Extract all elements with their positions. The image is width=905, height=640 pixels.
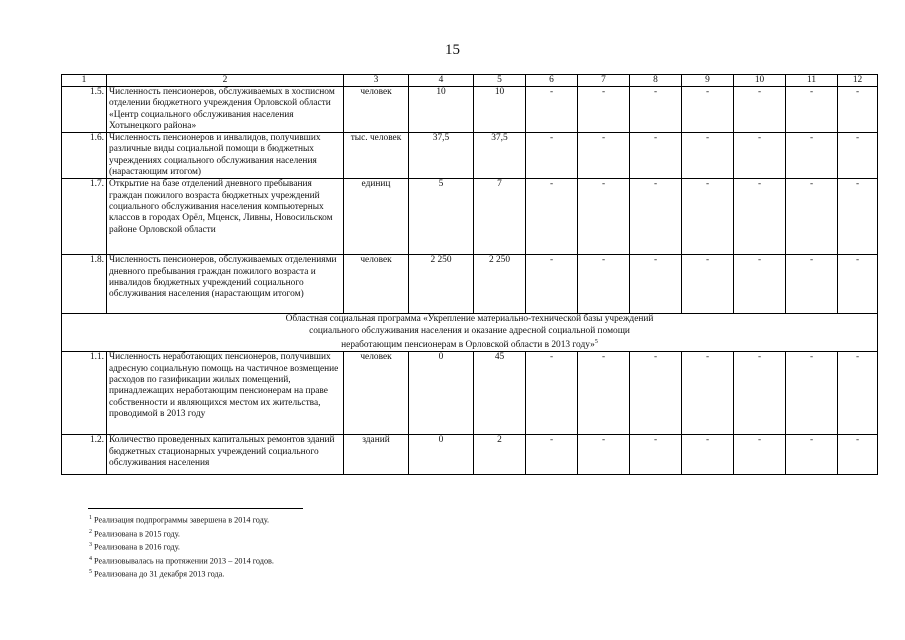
value-col-12: - <box>838 435 878 475</box>
table-row <box>62 133 878 179</box>
value-col-7: - <box>578 435 630 475</box>
col-header-5: 5 <box>474 75 526 87</box>
unit-of-measure: зданий <box>344 435 409 475</box>
value-col-8: - <box>630 133 682 179</box>
table-row <box>62 435 878 475</box>
value-col-7: - <box>578 87 630 133</box>
value-col-5: 10 <box>474 87 526 133</box>
section-title <box>62 314 878 352</box>
value-col-9: - <box>682 133 734 179</box>
footnote-line <box>89 567 274 581</box>
value-col-4: 37,5 <box>409 133 474 179</box>
row-number: 1.7. <box>62 179 107 255</box>
section-title-text <box>64 314 875 351</box>
value-col-8: - <box>630 179 682 255</box>
footnote-number: 4 <box>89 555 92 562</box>
row-number: 1.5. <box>62 87 107 133</box>
col-header-3: 3 <box>344 75 409 87</box>
value-col-7: - <box>578 179 630 255</box>
value-col-6: - <box>526 255 578 314</box>
value-col-10: - <box>734 255 786 314</box>
value-col-4: 5 <box>409 179 474 255</box>
table-row <box>62 179 878 255</box>
value-col-10: - <box>734 87 786 133</box>
row-number: 1.8. <box>62 255 107 314</box>
unit-of-measure: человек <box>344 87 409 133</box>
indicator-name: Численность пенсионеров, обслуживаемых в хосписном отделении бюджетного учреждения Орловской области «Центр социального обслуживания населения Хотынецкого района» <box>107 87 344 133</box>
value-col-9: - <box>682 255 734 314</box>
value-col-10: - <box>734 133 786 179</box>
row-number: 1.2. <box>62 435 107 475</box>
value-col-12: - <box>838 255 878 314</box>
footnote-mark: 5 <box>594 338 598 345</box>
page-number: 15 <box>445 42 460 58</box>
value-col-5: 2 <box>474 435 526 475</box>
column-number-row <box>62 75 878 87</box>
table-row <box>62 352 878 435</box>
value-col-5: 7 <box>474 179 526 255</box>
value-col-9: - <box>682 352 734 435</box>
indicator-name: Открытие на базе отделений дневного пребывания граждан пожилого возраста бюджетных учреждений социального обслуживания населения компьютерных классов в городах Орёл, Мценск, Ливны, Новосильском районе Орловской области <box>107 179 344 255</box>
col-header-7: 7 <box>578 75 630 87</box>
footnote-text: Реализована в 2015 году. <box>92 529 180 539</box>
value-col-4: 10 <box>409 87 474 133</box>
value-col-9: - <box>682 87 734 133</box>
value-col-7: - <box>578 352 630 435</box>
col-header-11: 11 <box>786 75 838 87</box>
row-number: 1.6. <box>62 133 107 179</box>
table-body <box>62 75 878 475</box>
footnote-number: 2 <box>89 528 92 535</box>
footnote-divider <box>88 508 303 509</box>
value-col-8: - <box>630 255 682 314</box>
footnote-number: 5 <box>89 569 92 576</box>
col-header-4: 4 <box>409 75 474 87</box>
value-col-12: - <box>838 133 878 179</box>
value-col-6: - <box>526 133 578 179</box>
value-col-5: 2 250 <box>474 255 526 314</box>
footnote-text: Реализовывалась на протяжении 2013 – 2014 годов. <box>92 556 274 566</box>
indicators-table <box>61 74 878 475</box>
indicator-name: Численность пенсионеров и инвалидов, получивших различные виды социальной помощи в бюджетных учреждениях социального обслуживания населения (нарастающим итогом) <box>107 133 344 179</box>
value-col-5: 45 <box>474 352 526 435</box>
value-col-11: - <box>786 179 838 255</box>
value-col-9: - <box>682 179 734 255</box>
value-col-7: - <box>578 255 630 314</box>
section-row <box>62 314 878 352</box>
value-col-4: 0 <box>409 352 474 435</box>
unit-of-measure: человек <box>344 255 409 314</box>
col-header-9: 9 <box>682 75 734 87</box>
value-col-11: - <box>786 255 838 314</box>
footnote-line <box>89 513 274 527</box>
value-col-7: - <box>578 133 630 179</box>
value-col-10: - <box>734 179 786 255</box>
footnote-text: Реализация подпрограммы завершена в 2014 году. <box>92 515 270 525</box>
unit-of-measure: единиц <box>344 179 409 255</box>
footnote-number: 3 <box>89 542 92 549</box>
value-col-4: 0 <box>409 435 474 475</box>
value-col-12: - <box>838 352 878 435</box>
value-col-8: - <box>630 87 682 133</box>
unit-of-measure: тыс. человек <box>344 133 409 179</box>
col-header-6: 6 <box>526 75 578 87</box>
table-row <box>62 87 878 133</box>
col-header-2: 2 <box>107 75 344 87</box>
indicator-name: Численность пенсионеров, обслуживаемых отделениями дневного пребывания граждан пожилого возраста и инвалидов бюджетных учреждений социального обслуживания населения (нарастающим итогом) <box>107 255 344 314</box>
value-col-12: - <box>838 179 878 255</box>
value-col-8: - <box>630 352 682 435</box>
footnote-number: 1 <box>89 515 92 521</box>
section-title-line1: Областная социальная программа «Укрепление материально-технической базы учреждений <box>285 314 654 325</box>
value-col-8: - <box>630 435 682 475</box>
col-header-8: 8 <box>630 75 682 87</box>
col-header-12: 12 <box>838 75 878 87</box>
footnote-line <box>89 554 274 568</box>
value-col-12: - <box>838 87 878 133</box>
value-col-6: - <box>526 87 578 133</box>
value-col-4: 2 250 <box>409 255 474 314</box>
value-col-11: - <box>786 87 838 133</box>
value-col-11: - <box>786 435 838 475</box>
row-number: 1.1. <box>62 352 107 435</box>
footnote-line <box>89 540 274 554</box>
value-col-6: - <box>526 179 578 255</box>
indicator-name: Численность неработающих пенсионеров, получивших адресную социальную помощь на частичное возмещение расходов по газификации жилых помещений, принадлежащих неработающим пенсионерам на праве собственности и являющихся местом их жительства, проводимой в 2013 году <box>107 352 344 435</box>
value-col-9: - <box>682 435 734 475</box>
footnote-line <box>89 527 274 541</box>
section-title-line2: социального обслуживания населения и оказание адресной социальной помощи <box>309 325 630 336</box>
value-col-6: - <box>526 435 578 475</box>
value-col-11: - <box>786 133 838 179</box>
value-col-10: - <box>734 352 786 435</box>
value-col-10: - <box>734 435 786 475</box>
value-col-6: - <box>526 352 578 435</box>
col-header-1: 1 <box>62 75 107 87</box>
value-col-11: - <box>786 352 838 435</box>
unit-of-measure: человек <box>344 352 409 435</box>
footnotes <box>89 513 274 581</box>
table-row <box>62 255 878 314</box>
indicator-name: Количество проведенных капитальных ремонтов зданий бюджетных стационарных учреждений социального обслуживания населения <box>107 435 344 475</box>
footnote-text: Реализована в 2016 году. <box>92 542 180 552</box>
footnote-text: Реализована до 31 декабря 2013 года. <box>92 569 225 579</box>
section-title-line3: неработающим пенсионерам в Орловской области в 2013 году» <box>341 340 595 351</box>
value-col-5: 37,5 <box>474 133 526 179</box>
col-header-10: 10 <box>734 75 786 87</box>
